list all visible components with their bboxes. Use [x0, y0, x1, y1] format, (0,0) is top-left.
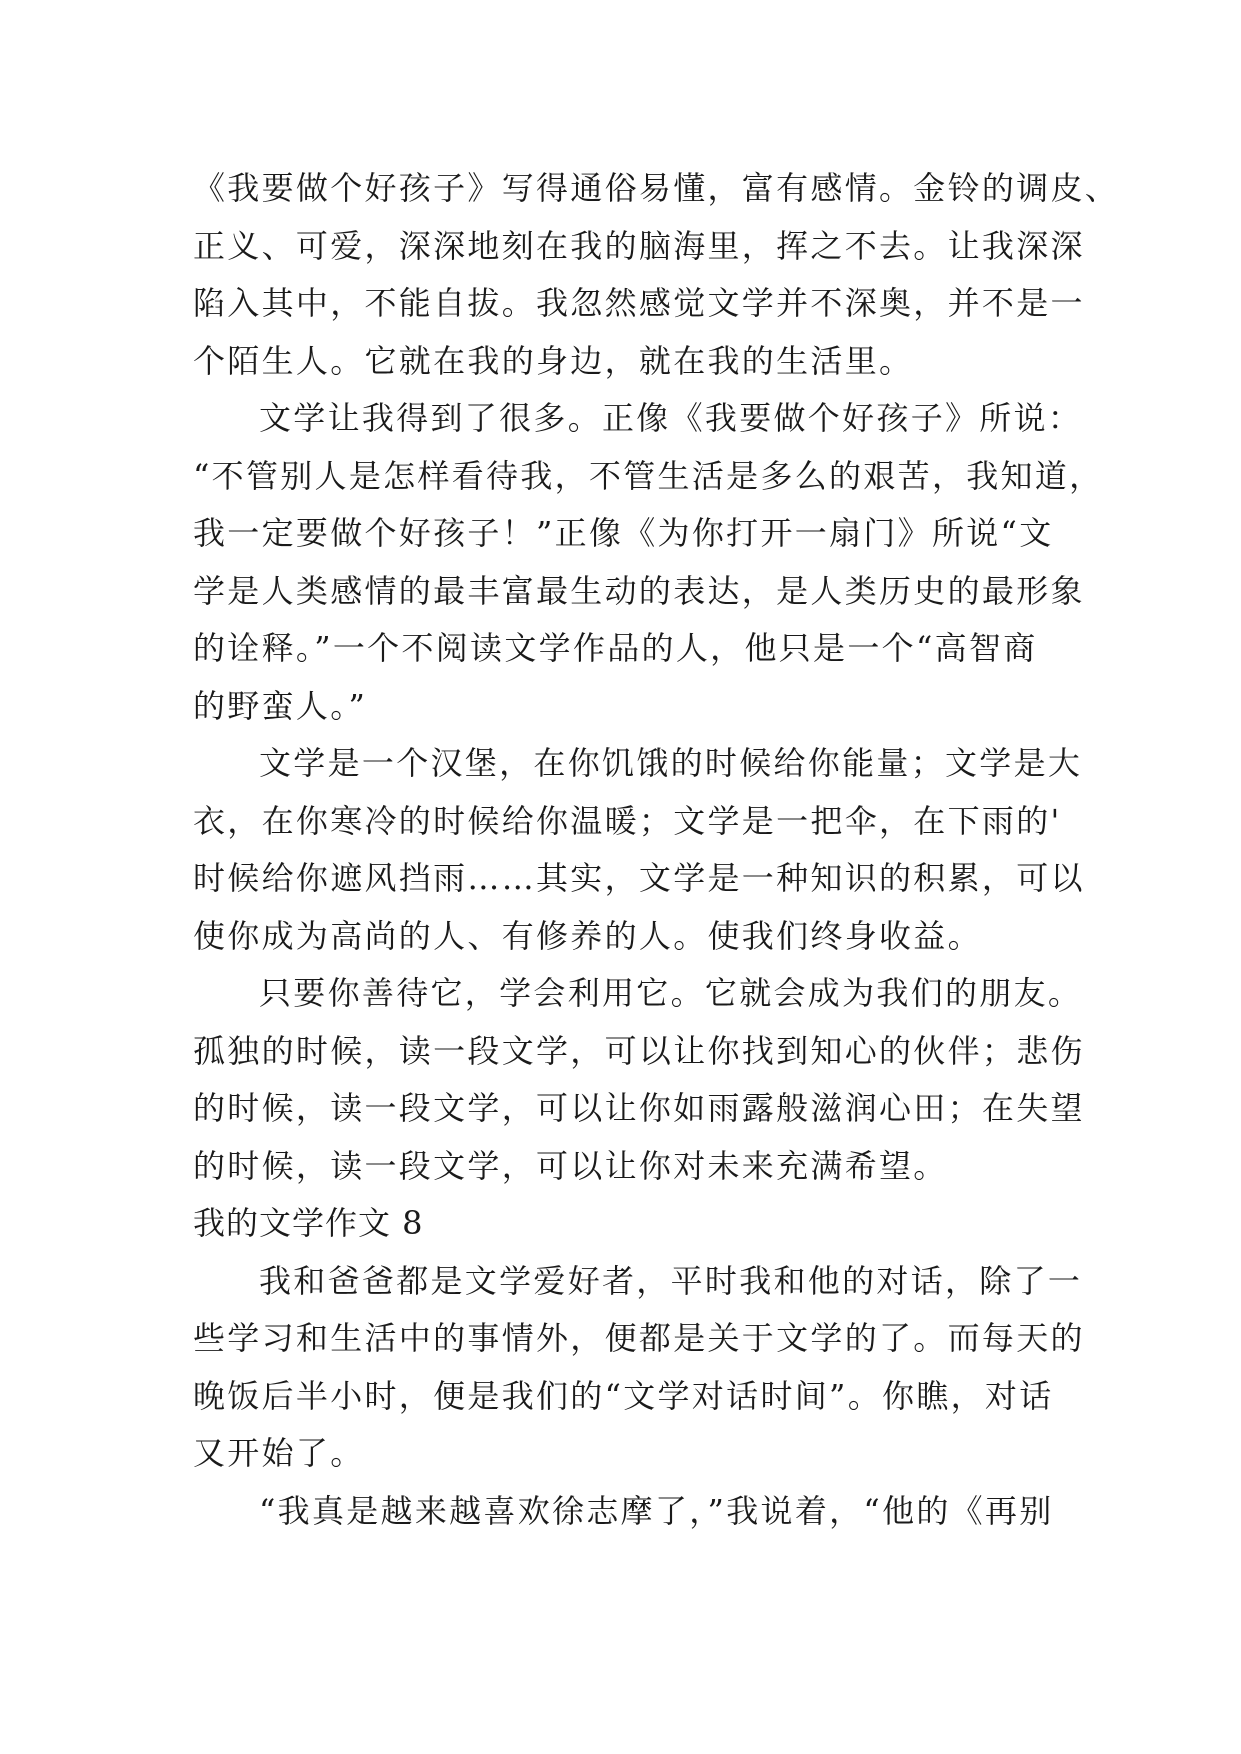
text-line: 学是人类感情的最丰富最生动的表达，是人类历史的最形象: [193, 571, 1085, 610]
text-line: 使你成为高尚的人、有修养的人。使我们终身收益。: [193, 916, 982, 955]
text-line: 我一定要做个好孩子！”正像《为你打开一扇门》所说“文: [193, 514, 1054, 552]
text-line: 晚饭后半小时，便是我们的“文学对话时间”。你瞧，对话: [193, 1376, 1054, 1415]
text-line: 《我要做个好孩子》写得通俗易懂，富有感情。金铃的调皮、: [193, 169, 1120, 207]
text-line: 孤独的时候，读一段文学，可以让你找到知心的伙伴；悲伤: [193, 1031, 1085, 1070]
text-line: 时候给你遮风挡雨……其实，文学是一种知识的积累，可以: [193, 859, 1085, 897]
text-line: 文学让我得到了很多。正像《我要做个好孩子》所说：: [259, 399, 1083, 437]
paragraph-6: [193, 1483, 1053, 1541]
text-line: 的时候，读一段文学，可以让你对未来充满希望。: [193, 1146, 948, 1185]
text-line: 的诠释。”一个不阅读文学作品的人，他只是一个“高智商: [193, 629, 1038, 667]
text-line: 我和爸爸都是文学爱好者，平时我和他的对话，除了一: [259, 1261, 1083, 1300]
text-line: 又开始了。: [193, 1434, 365, 1472]
paragraph-3: [193, 735, 1085, 965]
paragraph-1: [193, 160, 1120, 390]
text-line: 的野蛮人。”: [193, 686, 368, 725]
text-line: 陷入其中，不能自拔。我忽然感觉文学并不深奥，并不是一: [193, 284, 1085, 322]
text-line: 正义、可爱，深深地刻在我的脑海里，挥之不去。让我深深: [193, 226, 1085, 265]
section-heading: [193, 1195, 1053, 1253]
paragraph-4: [193, 965, 1085, 1195]
text-line: 衣，在你寒冷的时候给你温暖；文学是一把伞，在下雨的': [193, 801, 1062, 840]
heading-text: 我的文学作文 8: [193, 1204, 424, 1242]
document-body: [193, 160, 1120, 1540]
text-line: 文学是一个汉堡，在你饥饿的时候给你能量；文学是大: [259, 744, 1083, 782]
text-line: “我真是越来越喜欢徐志摩了，”我说着，“他的《再别: [259, 1491, 1054, 1530]
paragraph-2: [193, 390, 1104, 735]
text-line: 个陌生人。它就在我的身边，就在我的生活里。: [193, 341, 914, 380]
text-line: 只要你善待它，学会利用它。它就会成为我们的朋友。: [259, 974, 1083, 1012]
text-line: 的时候，读一段文学，可以让你如雨露般滋润心田；在失望: [193, 1089, 1085, 1127]
paragraph-5: [193, 1253, 1085, 1483]
text-line: 些学习和生活中的事情外，便都是关于文学的了。而每天的: [193, 1319, 1085, 1357]
text-line: “不管别人是怎样看待我，不管生活是多么的艰苦，我知道，: [193, 456, 1104, 495]
